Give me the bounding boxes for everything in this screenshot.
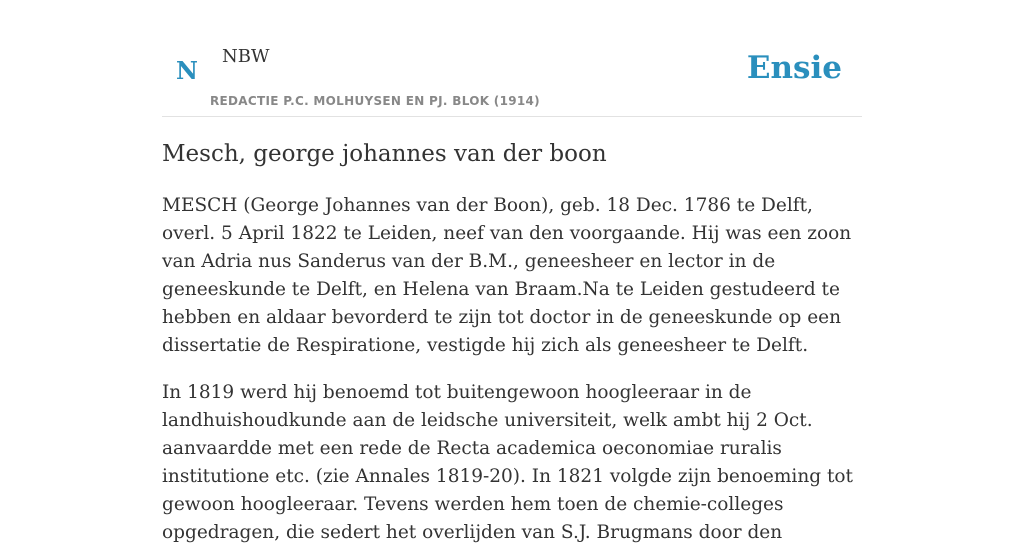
brand-logo[interactable]: Ensie [746,50,842,86]
article-paragraph: MESCH (George Johannes van der Boon), geb. 18 Dec. 1786 te Delft, overl. 5 April 1822 te Leiden, neef van den voorgaande. Hij was een zoon van Adria nus Sanderus van der B.M., geneesheer en lector in de geneeskunde te Delft, en Helena van Braam.Na te Leiden gestudeerd te hebben en aldaar bevorderd te zijn tot doctor in de geneeskunde op een dissertatie de Respiratione, vestigde hij zich als geneesheer te Delft. [162,195,852,356]
page-header [162,0,862,117]
article [162,138,862,547]
article-paragraph: In 1819 werd hij benoemd tot buitengewoon hoogleeraar in de landhuishoudkunde aan de leidsche universiteit, welk ambt hij 2 Oct. aanvaardde met een rede de Recta academica oeconomiae ruralis institutione etc. (zie Annales 1819-20). In 1821 volgde zijn benoeming tot gewoon hoogleeraar. Tevens werden hem toen de chemie-colleges opgedragen, die sedert het overlijden van S.J. Brugmans door den [162,382,853,543]
article-title: Mesch, george johannes van der boon [162,141,607,167]
source-name: NBW [222,46,270,67]
source-editors: REDACTIE P.C. MOLHUYSEN EN PJ. BLOK (1914) [210,94,540,108]
source-logo[interactable]: N [176,56,198,85]
